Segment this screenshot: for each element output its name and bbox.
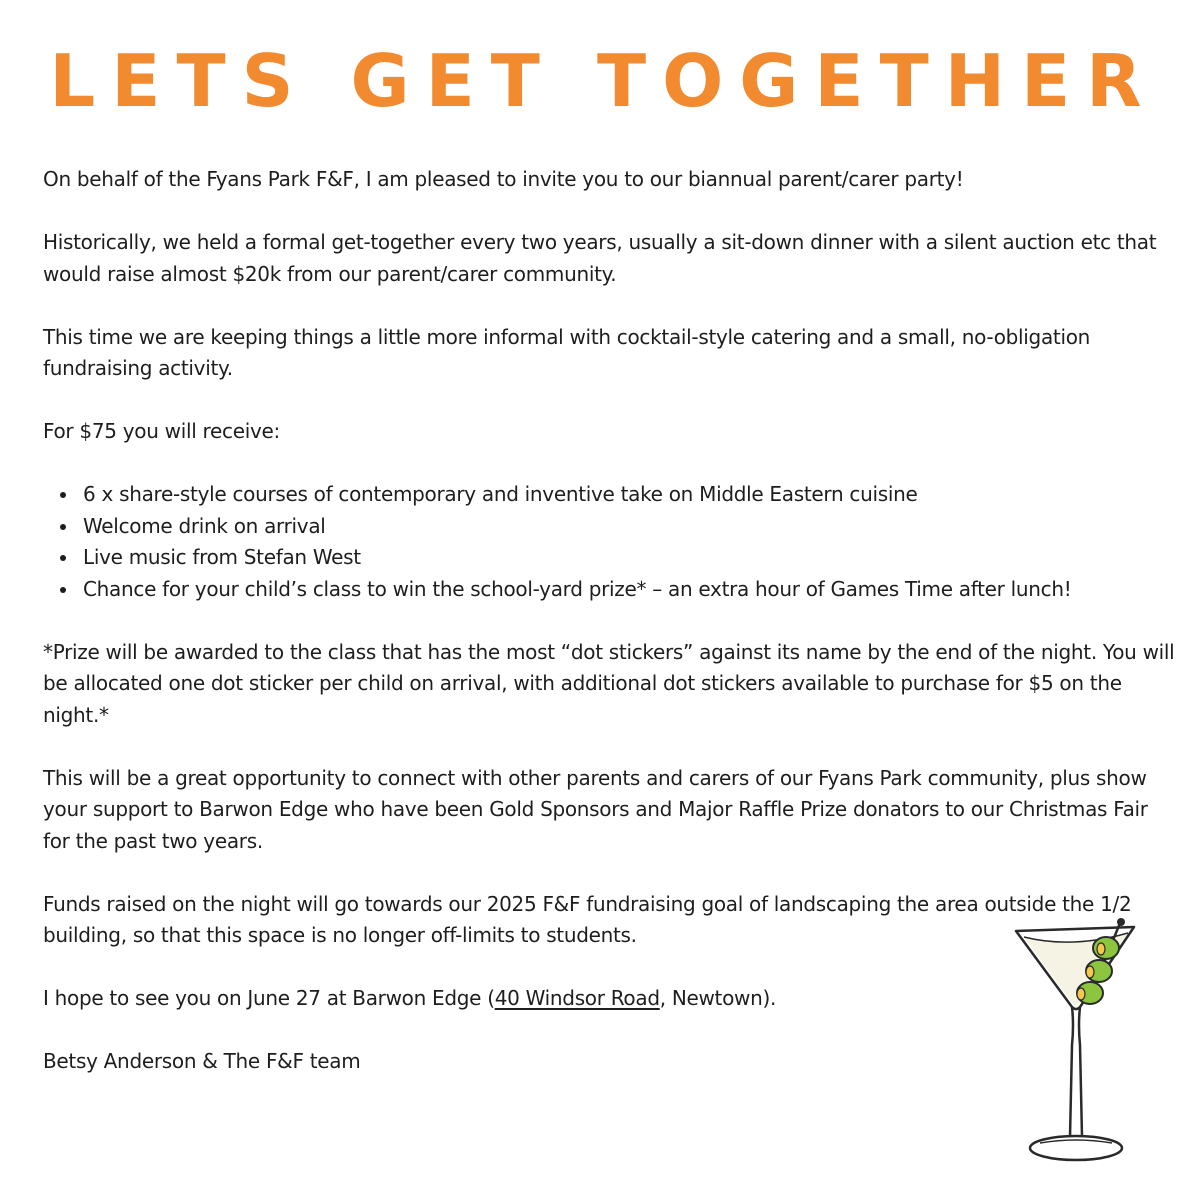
invitation-body <box>43 164 1178 1109</box>
opportunity-paragraph: This will be a great opportunity to connect with other parents and carers of our Fyans Park community, plus show your support to Barwon Edge who have been Gold Sponsors and Major Raffle Prize donators to our Christmas Fair for the past two years. <box>43 765 1148 853</box>
address-link[interactable]: 40 Windsor Road <box>494 986 660 1010</box>
benefits-list <box>43 479 1178 605</box>
benefit-item: Welcome drink on arrival <box>83 511 1178 543</box>
signoff-paragraph: Betsy Anderson & The F&F team <box>43 1049 361 1073</box>
see-you-suffix: , Newtown). <box>659 986 777 1010</box>
funds-paragraph: Funds raised on the night will go towards our 2025 F&F fundraising goal of landscaping the area outside the 1/2 building, so that this space is no longer off-limits to students. <box>43 891 1132 947</box>
price-paragraph: For $75 you will receive: <box>43 419 280 443</box>
see-you-prefix: I hope to see you on June 27 at Barwon Edge ( <box>43 986 495 1010</box>
martini-glass-icon <box>1010 915 1140 1170</box>
this-time-paragraph: This time we are keeping things a little more informal with cocktail-style catering and a small, no-obligation fundraising activity. <box>43 324 1091 380</box>
prize-note-paragraph: *Prize will be awarded to the class that has the most “dot stickers” against its name by the end of the night. You will be allocated one dot sticker per child on arrival, with additional dot stickers available to purchase for $5 on the night.* <box>43 639 1175 727</box>
benefit-item: Live music from Stefan West <box>83 542 1178 574</box>
history-paragraph: Historically, we held a formal get-together every two years, usually a sit-down dinner with a silent auction etc that would raise almost $20k from our parent/carer community. <box>43 230 1157 286</box>
page-title: LETS GET TOGETHER <box>49 39 1158 123</box>
benefit-item: 6 x share-style courses of contemporary and inventive take on Middle Eastern cuisine <box>83 479 1178 511</box>
intro-paragraph: On behalf of the Fyans Park F&F, I am pleased to invite you to our biannual parent/carer party! <box>43 167 964 191</box>
benefit-item: Chance for your child’s class to win the school-yard prize* – an extra hour of Games Time after lunch! <box>83 574 1178 606</box>
see-you-paragraph <box>43 983 1178 1015</box>
